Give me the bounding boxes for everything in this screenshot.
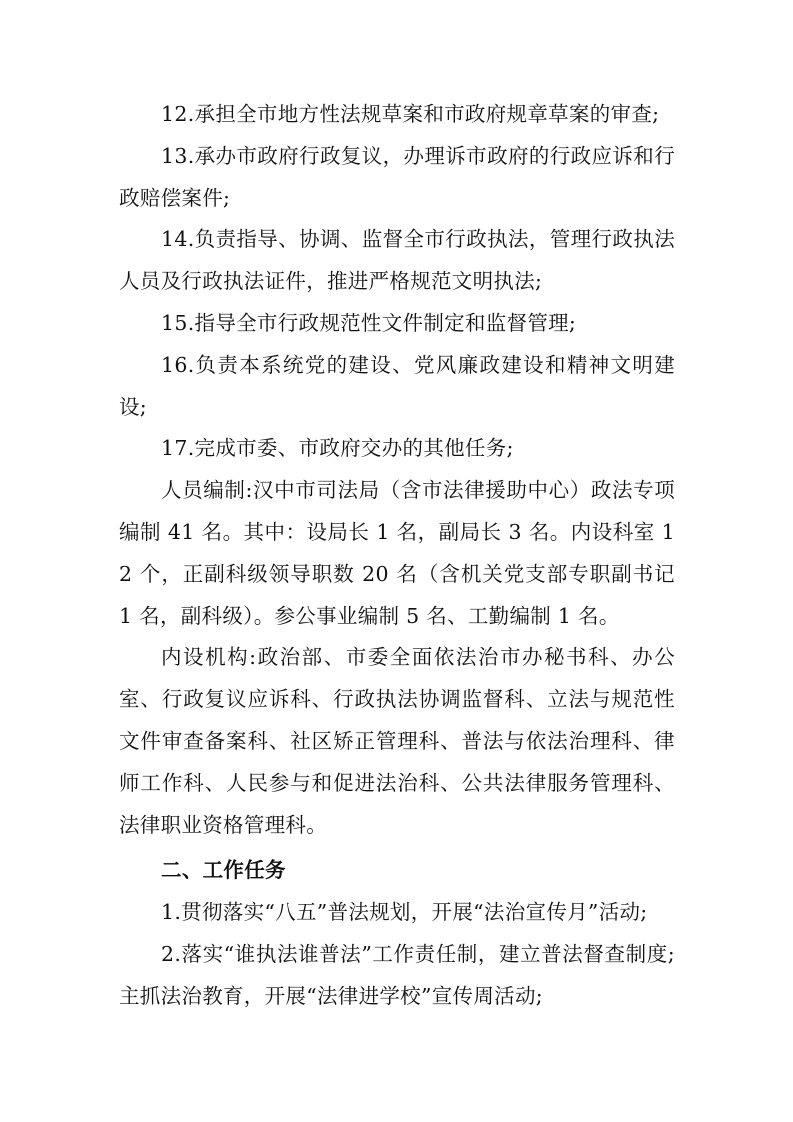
paragraph-duty-12: 12.承担全市地方性法规草案和市政府规章草案的审查; [161,102,660,126]
paragraph-duty-16: 16.负责本系统党的建设、党风廉政建设和精神文明建设; [119,352,675,419]
paragraph-duty-14: 14.负责指导、协调、监督全市行政执法，管理行政执法人员及行政执法证件，推进严格规范文明执法; [119,227,675,294]
section-heading-work-tasks: 二、工作任务 [161,858,286,883]
paragraph-task-1: 1.贯彻落实“八五”普法规划，开展“法治宣传月”活动; [161,900,648,925]
paragraph-internal-departments: 内设机构:政治部、市委全面依法治市办秘书科、办公室、行政复议应诉科、行政执法协调监督科、立法与规范性文件审查备案科、社区矫正管理科、普法与依法治理科、律师工作科、人民参与和促进法治科、公共法律服务管理科、法律职业资格管理科。 [119,645,675,837]
document-body [119,94,675,1018]
paragraph-duty-15: 15.指导全市行政规范性文件制定和监督管理; [161,310,577,335]
paragraph-task-2: 2.落实“谁执法谁普法”工作责任制，建立普法督查制度;主抓法治教育，开展“法律进学校”宣传周活动; [119,941,675,1008]
paragraph-duty-17: 17.完成市委、市政府交办的其他任务; [161,436,514,461]
paragraph-staffing: 人员编制:汉中市司法局（含市法律援助中心）政法专项编制 41 名。其中：设局长 1 名，副局长 3 名。内设科室 12 个，正副科级领导职数 20 名（含机关党支部专职副书记 1 名，副科级）。参公事业编制 5 名、工勤编制 1 名。 [119,478,675,628]
paragraph-duty-13: 13.承办市政府行政复议，办理诉市政府的行政应诉和行政赔偿案件; [119,143,675,210]
